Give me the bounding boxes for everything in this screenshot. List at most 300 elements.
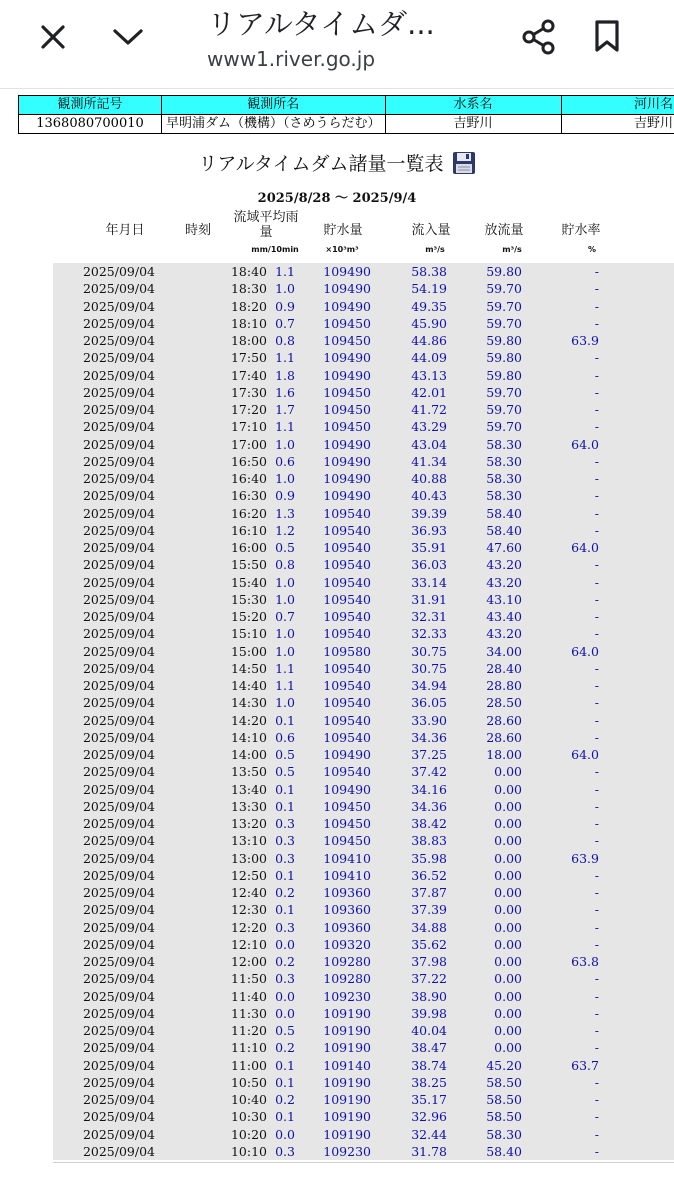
cell-rainfall: 1.0 xyxy=(275,471,295,486)
table-row xyxy=(53,919,674,936)
cell-time: 14:00 xyxy=(230,747,267,762)
cell-outflow: 0.00 xyxy=(494,764,522,780)
cell-inflow: 40.43 xyxy=(411,488,447,504)
cell-date: 2025/09/04 xyxy=(82,833,155,849)
cell-inflow: 44.09 xyxy=(411,350,447,366)
cell-outflow: 58.30 xyxy=(486,488,522,504)
cell-time: 10:50 xyxy=(230,1074,267,1090)
cell-storage-rate: - xyxy=(594,384,599,400)
cell-storage-rate: - xyxy=(594,1023,599,1038)
cell-storage: 109230 xyxy=(323,988,371,1004)
cell-storage-rate: - xyxy=(594,298,599,314)
cell-rainfall: 0.7 xyxy=(275,609,295,624)
cell-time: 12:10 xyxy=(230,936,267,952)
cell-date: 2025/09/04 xyxy=(82,591,155,607)
table-row xyxy=(53,591,674,608)
cell-storage-rate: - xyxy=(594,695,599,711)
close-icon[interactable] xyxy=(34,18,72,56)
table-row xyxy=(53,798,674,815)
cell-rainfall: 1.0 xyxy=(275,591,295,607)
cell-time: 16:30 xyxy=(230,488,267,504)
cell-inflow: 41.34 xyxy=(411,453,447,469)
cell-storage: 109540 xyxy=(323,609,371,624)
cell-outflow: 59.70 xyxy=(486,402,522,417)
river-name: 吉野川 xyxy=(561,115,674,134)
cell-storage-rate: - xyxy=(594,488,599,504)
table-row xyxy=(53,660,674,677)
cell-outflow: 43.40 xyxy=(486,609,522,624)
table-row xyxy=(53,953,674,970)
table-row xyxy=(53,436,674,453)
cell-inflow: 38.83 xyxy=(411,833,447,849)
cell-storage: 109190 xyxy=(323,1040,371,1056)
cell-storage: 109490 xyxy=(323,747,371,762)
cell-date: 2025/09/04 xyxy=(82,695,155,711)
cell-storage-rate: 63.9 xyxy=(571,850,599,866)
cell-storage-rate: 64.0 xyxy=(571,643,599,659)
cell-time: 15:50 xyxy=(230,557,267,573)
cell-storage: 109190 xyxy=(323,1092,371,1107)
cell-outflow: 58.50 xyxy=(486,1109,522,1125)
cell-time: 10:20 xyxy=(230,1126,267,1142)
col-header-outflow: 放流量 xyxy=(484,223,524,238)
table-row xyxy=(53,556,674,573)
cell-outflow: 43.20 xyxy=(486,626,522,642)
cell-storage-rate: - xyxy=(594,781,599,797)
unit-outflow: m³/s xyxy=(502,245,522,254)
url-display[interactable]: www1.river.go.jp xyxy=(207,47,376,71)
cell-storage-rate: - xyxy=(594,471,599,486)
cell-rainfall: 0.2 xyxy=(275,954,295,969)
cell-rainfall: 1.6 xyxy=(275,384,295,400)
cell-storage: 109490 xyxy=(323,436,371,452)
cell-date: 2025/09/04 xyxy=(82,919,155,935)
cell-storage: 109540 xyxy=(323,557,371,573)
cell-time: 16:50 xyxy=(230,453,267,469)
cell-storage: 109360 xyxy=(323,919,371,935)
cell-outflow: 0.00 xyxy=(494,988,522,1004)
cell-inflow: 38.90 xyxy=(411,988,447,1004)
cell-storage-rate: - xyxy=(594,1092,599,1107)
cell-storage: 109140 xyxy=(323,1057,371,1073)
cell-outflow: 43.10 xyxy=(486,591,522,607)
cell-storage: 109540 xyxy=(323,591,371,607)
cell-rainfall: 0.1 xyxy=(275,1109,295,1125)
cell-rainfall: 0.8 xyxy=(275,557,295,573)
cell-time: 13:20 xyxy=(230,816,267,831)
cell-inflow: 43.29 xyxy=(411,419,447,435)
cell-outflow: 59.70 xyxy=(486,384,522,400)
cell-rainfall: 0.3 xyxy=(275,833,295,849)
cell-rainfall: 0.5 xyxy=(275,540,295,555)
cell-storage-rate: - xyxy=(594,867,599,883)
station-value-row xyxy=(19,115,674,134)
cell-inflow: 36.03 xyxy=(411,557,447,573)
cell-storage-rate: - xyxy=(594,1143,599,1159)
cell-time: 13:00 xyxy=(230,850,267,866)
table-row xyxy=(53,487,674,504)
cell-outflow: 58.40 xyxy=(486,505,522,521)
table-bottom-rule xyxy=(53,1162,674,1163)
cell-rainfall: 0.2 xyxy=(275,1040,295,1056)
cell-storage: 109540 xyxy=(323,505,371,521)
cell-inflow: 34.36 xyxy=(411,798,447,814)
water-system-header: 水系名 xyxy=(385,96,561,115)
cell-rainfall: 0.6 xyxy=(275,453,295,469)
cell-inflow: 35.98 xyxy=(411,850,447,866)
cell-time: 18:20 xyxy=(230,298,267,314)
cell-inflow: 35.62 xyxy=(411,936,447,952)
table-row xyxy=(53,867,674,884)
cell-storage: 109540 xyxy=(323,764,371,780)
floppy-disk-icon[interactable] xyxy=(452,151,476,175)
cell-storage: 109190 xyxy=(323,1005,371,1021)
cell-storage: 109410 xyxy=(323,850,371,866)
cell-rainfall: 0.0 xyxy=(275,936,295,952)
cell-rainfall: 0.3 xyxy=(275,816,295,831)
cell-storage-rate: - xyxy=(594,936,599,952)
cell-storage-rate: - xyxy=(594,453,599,469)
cell-time: 17:10 xyxy=(230,419,267,435)
cell-rainfall: 0.0 xyxy=(275,1005,295,1021)
cell-storage-rate: - xyxy=(594,660,599,676)
cell-storage-rate: - xyxy=(594,712,599,728)
cell-date: 2025/09/04 xyxy=(82,816,155,831)
cell-storage: 109190 xyxy=(323,1023,371,1038)
cell-time: 11:50 xyxy=(230,971,267,987)
cell-storage-rate: - xyxy=(594,816,599,831)
table-row xyxy=(53,832,674,849)
cell-inflow: 45.90 xyxy=(411,315,447,331)
cell-outflow: 0.00 xyxy=(494,902,522,918)
table-row xyxy=(53,850,674,867)
cell-time: 17:30 xyxy=(230,384,267,400)
cell-date: 2025/09/04 xyxy=(82,1005,155,1021)
chevron-down-icon[interactable] xyxy=(108,18,148,56)
cell-storage-rate: - xyxy=(594,574,599,590)
cell-time: 17:20 xyxy=(230,402,267,417)
cell-storage: 109450 xyxy=(323,798,371,814)
cell-time: 16:10 xyxy=(230,522,267,538)
cell-storage: 109540 xyxy=(323,729,371,745)
cell-inflow: 32.33 xyxy=(411,626,447,642)
cell-date: 2025/09/04 xyxy=(82,1057,155,1073)
cell-time: 10:40 xyxy=(230,1092,267,1107)
cell-inflow: 33.90 xyxy=(411,712,447,728)
col-header-inflow: 流入量 xyxy=(411,223,451,238)
table-row xyxy=(53,815,674,832)
cell-date: 2025/09/04 xyxy=(82,729,155,745)
cell-storage-rate: 63.9 xyxy=(571,333,599,348)
table-row xyxy=(53,367,674,384)
cell-outflow: 0.00 xyxy=(494,867,522,883)
table-row xyxy=(53,349,674,366)
cell-storage-rate: - xyxy=(594,919,599,935)
bookmark-icon[interactable] xyxy=(588,15,626,57)
cell-inflow: 36.93 xyxy=(411,522,447,538)
page-title xyxy=(0,149,674,176)
cell-inflow: 32.31 xyxy=(411,609,447,624)
cell-rainfall: 0.0 xyxy=(275,988,295,1004)
cell-date: 2025/09/04 xyxy=(82,626,155,642)
cell-date: 2025/09/04 xyxy=(82,488,155,504)
cell-time: 18:30 xyxy=(230,281,267,297)
cell-date: 2025/09/04 xyxy=(82,333,155,348)
cell-rainfall: 0.0 xyxy=(275,1126,295,1142)
cell-storage: 109450 xyxy=(323,833,371,849)
col-header-date: 年月日 xyxy=(105,223,145,238)
cell-time: 15:10 xyxy=(230,626,267,642)
cell-inflow: 36.52 xyxy=(411,867,447,883)
cell-outflow: 34.00 xyxy=(486,643,522,659)
cell-outflow: 0.00 xyxy=(494,781,522,797)
cell-time: 16:40 xyxy=(230,471,267,486)
cell-rainfall: 0.5 xyxy=(275,764,295,780)
cell-date: 2025/09/04 xyxy=(82,350,155,366)
cell-time: 13:10 xyxy=(230,833,267,849)
cell-date: 2025/09/04 xyxy=(82,402,155,417)
cell-time: 11:30 xyxy=(230,1005,267,1021)
cell-outflow: 0.00 xyxy=(494,833,522,849)
cell-inflow: 34.16 xyxy=(411,781,447,797)
cell-storage: 109490 xyxy=(323,367,371,383)
cell-outflow: 0.00 xyxy=(494,1040,522,1056)
cell-storage-rate: 64.0 xyxy=(571,540,599,555)
cell-date: 2025/09/04 xyxy=(82,1109,155,1125)
cell-rainfall: 1.8 xyxy=(275,367,295,383)
cell-time: 15:40 xyxy=(230,574,267,590)
table-row xyxy=(53,884,674,901)
cell-outflow: 28.50 xyxy=(486,695,522,711)
table-row xyxy=(53,401,674,418)
cell-inflow: 39.39 xyxy=(411,505,447,521)
cell-rainfall: 0.6 xyxy=(275,729,295,745)
cell-date: 2025/09/04 xyxy=(82,609,155,624)
cell-date: 2025/09/04 xyxy=(82,367,155,383)
cell-rainfall: 0.1 xyxy=(275,902,295,918)
cell-outflow: 0.00 xyxy=(494,1023,522,1038)
cell-inflow: 38.47 xyxy=(411,1040,447,1056)
table-row xyxy=(53,1108,674,1125)
cell-outflow: 28.60 xyxy=(486,729,522,745)
cell-inflow: 34.94 xyxy=(411,678,447,693)
station-name: 早明浦ダム（機構）（さめうらだむ） xyxy=(162,115,386,134)
cell-outflow: 0.00 xyxy=(494,798,522,814)
cell-time: 14:30 xyxy=(230,695,267,711)
cell-inflow: 40.04 xyxy=(411,1023,447,1038)
cell-rainfall: 0.1 xyxy=(275,798,295,814)
cell-storage-rate: - xyxy=(594,1126,599,1142)
cell-rainfall: 1.2 xyxy=(275,522,295,538)
cell-date: 2025/09/04 xyxy=(82,1023,155,1038)
cell-outflow: 0.00 xyxy=(494,885,522,900)
cell-rainfall: 0.3 xyxy=(275,971,295,987)
cell-date: 2025/09/04 xyxy=(82,885,155,900)
cell-storage: 109540 xyxy=(323,712,371,728)
cell-outflow: 59.70 xyxy=(486,298,522,314)
cell-inflow: 30.75 xyxy=(411,643,447,659)
cell-storage-rate: - xyxy=(594,798,599,814)
cell-rainfall: 0.1 xyxy=(275,867,295,883)
cell-storage: 109230 xyxy=(323,1143,371,1159)
cell-storage-rate: - xyxy=(594,264,599,279)
cell-date: 2025/09/04 xyxy=(82,522,155,538)
table-row xyxy=(53,781,674,798)
cell-storage-rate: - xyxy=(594,1040,599,1056)
cell-outflow: 0.00 xyxy=(494,954,522,969)
cell-storage: 109450 xyxy=(323,333,371,348)
cell-storage: 109490 xyxy=(323,781,371,797)
cell-storage-rate: - xyxy=(594,419,599,435)
page-tab-title: リアルタイムダ... xyxy=(207,7,435,41)
cell-time: 17:50 xyxy=(230,350,267,366)
water-system-name: 吉野川 xyxy=(385,115,561,134)
cell-inflow: 37.98 xyxy=(411,954,447,969)
table-row xyxy=(53,1143,674,1160)
station-code-header: 観測所記号 xyxy=(19,96,162,115)
table-row xyxy=(53,746,674,763)
cell-time: 11:10 xyxy=(230,1040,267,1056)
table-row xyxy=(53,1005,674,1022)
cell-storage-rate: - xyxy=(594,557,599,573)
cell-rainfall: 0.2 xyxy=(275,1092,295,1107)
share-icon[interactable] xyxy=(519,16,559,58)
cell-storage-rate: - xyxy=(594,315,599,331)
table-row xyxy=(53,1022,674,1039)
cell-date: 2025/09/04 xyxy=(82,764,155,780)
cell-date: 2025/09/04 xyxy=(82,643,155,659)
cell-time: 17:00 xyxy=(230,436,267,452)
browser-toolbar xyxy=(0,0,674,89)
cell-storage-rate: - xyxy=(594,833,599,849)
cell-storage-rate: - xyxy=(594,281,599,297)
cell-date: 2025/09/04 xyxy=(82,505,155,521)
cell-storage: 109450 xyxy=(323,419,371,435)
cell-storage-rate: - xyxy=(594,1074,599,1090)
cell-storage-rate: 64.0 xyxy=(571,747,599,762)
cell-inflow: 38.74 xyxy=(411,1057,447,1073)
station-name-header: 観測所名 xyxy=(162,96,386,115)
table-row xyxy=(53,298,674,315)
cell-storage: 109450 xyxy=(323,402,371,417)
cell-date: 2025/09/04 xyxy=(82,540,155,555)
cell-inflow: 37.87 xyxy=(411,885,447,900)
river-name-header: 河川名 xyxy=(561,96,674,115)
cell-storage: 109490 xyxy=(323,264,371,279)
cell-rainfall: 0.3 xyxy=(275,1143,295,1159)
cell-storage: 109280 xyxy=(323,971,371,987)
cell-storage-rate: - xyxy=(594,678,599,693)
cell-inflow: 44.86 xyxy=(411,333,447,348)
cell-storage-rate: - xyxy=(594,1109,599,1125)
cell-rainfall: 0.1 xyxy=(275,1074,295,1090)
cell-inflow: 34.36 xyxy=(411,729,447,745)
cell-date: 2025/09/04 xyxy=(82,954,155,969)
station-header-row xyxy=(19,96,674,115)
cell-rainfall: 0.3 xyxy=(275,919,295,935)
cell-storage: 109490 xyxy=(323,488,371,504)
cell-time: 11:40 xyxy=(230,988,267,1004)
cell-inflow: 33.14 xyxy=(411,574,447,590)
cell-outflow: 0.00 xyxy=(494,936,522,952)
cell-outflow: 59.70 xyxy=(486,281,522,297)
table-row xyxy=(53,539,674,556)
cell-date: 2025/09/04 xyxy=(82,1126,155,1142)
cell-storage-rate: 63.8 xyxy=(571,954,599,969)
dam-data-table xyxy=(53,263,674,1160)
table-row xyxy=(53,694,674,711)
cell-storage-rate: - xyxy=(594,626,599,642)
table-row xyxy=(53,574,674,591)
cell-outflow: 0.00 xyxy=(494,971,522,987)
cell-storage: 109410 xyxy=(323,867,371,883)
date-range: 2025/8/28 ～ 2025/9/4 xyxy=(257,191,417,206)
cell-outflow: 59.80 xyxy=(486,264,522,279)
cell-storage-rate: - xyxy=(594,988,599,1004)
cell-rainfall: 1.0 xyxy=(275,574,295,590)
cell-rainfall: 1.1 xyxy=(275,264,295,279)
cell-date: 2025/09/04 xyxy=(82,436,155,452)
cell-inflow: 58.38 xyxy=(411,264,447,279)
table-row xyxy=(53,1126,674,1143)
table-row xyxy=(53,505,674,522)
cell-outflow: 45.20 xyxy=(486,1057,522,1073)
cell-date: 2025/09/04 xyxy=(82,936,155,952)
cell-storage: 109490 xyxy=(323,471,371,486)
cell-inflow: 36.05 xyxy=(411,695,447,711)
cell-storage: 109490 xyxy=(323,453,371,469)
cell-storage: 109320 xyxy=(323,936,371,952)
cell-time: 18:40 xyxy=(230,264,267,279)
cell-time: 12:00 xyxy=(230,954,267,969)
table-row xyxy=(53,729,674,746)
cell-inflow: 32.44 xyxy=(411,1126,447,1142)
cell-storage: 109190 xyxy=(323,1109,371,1125)
table-row xyxy=(53,384,674,401)
cell-rainfall: 0.9 xyxy=(275,488,295,504)
cell-outflow: 47.60 xyxy=(486,540,522,555)
cell-inflow: 35.17 xyxy=(411,1092,447,1107)
cell-inflow: 34.88 xyxy=(411,919,447,935)
cell-date: 2025/09/04 xyxy=(82,850,155,866)
table-row xyxy=(53,1057,674,1074)
table-row xyxy=(53,263,674,280)
table-row xyxy=(53,470,674,487)
page-title-text: リアルタイムダム諸量一覧表 xyxy=(198,153,444,175)
cell-storage: 109540 xyxy=(323,574,371,590)
cell-inflow: 42.01 xyxy=(411,384,447,400)
table-row xyxy=(53,712,674,729)
cell-date: 2025/09/04 xyxy=(82,453,155,469)
cell-storage: 109540 xyxy=(323,660,371,676)
cell-outflow: 58.50 xyxy=(486,1074,522,1090)
cell-storage: 109280 xyxy=(323,954,371,969)
cell-storage-rate: - xyxy=(594,729,599,745)
cell-rainfall: 0.1 xyxy=(275,1057,295,1073)
cell-rainfall: 1.1 xyxy=(275,678,295,693)
cell-storage-rate: - xyxy=(594,1005,599,1021)
cell-storage: 109360 xyxy=(323,902,371,918)
cell-storage: 109540 xyxy=(323,678,371,693)
cell-rainfall: 0.2 xyxy=(275,885,295,900)
table-row xyxy=(53,625,674,642)
cell-outflow: 28.40 xyxy=(486,660,522,676)
cell-outflow: 0.00 xyxy=(494,850,522,866)
cell-inflow: 43.04 xyxy=(411,436,447,452)
cell-outflow: 59.80 xyxy=(486,350,522,366)
cell-time: 12:50 xyxy=(230,867,267,883)
col-header-time: 時刻 xyxy=(184,223,211,238)
